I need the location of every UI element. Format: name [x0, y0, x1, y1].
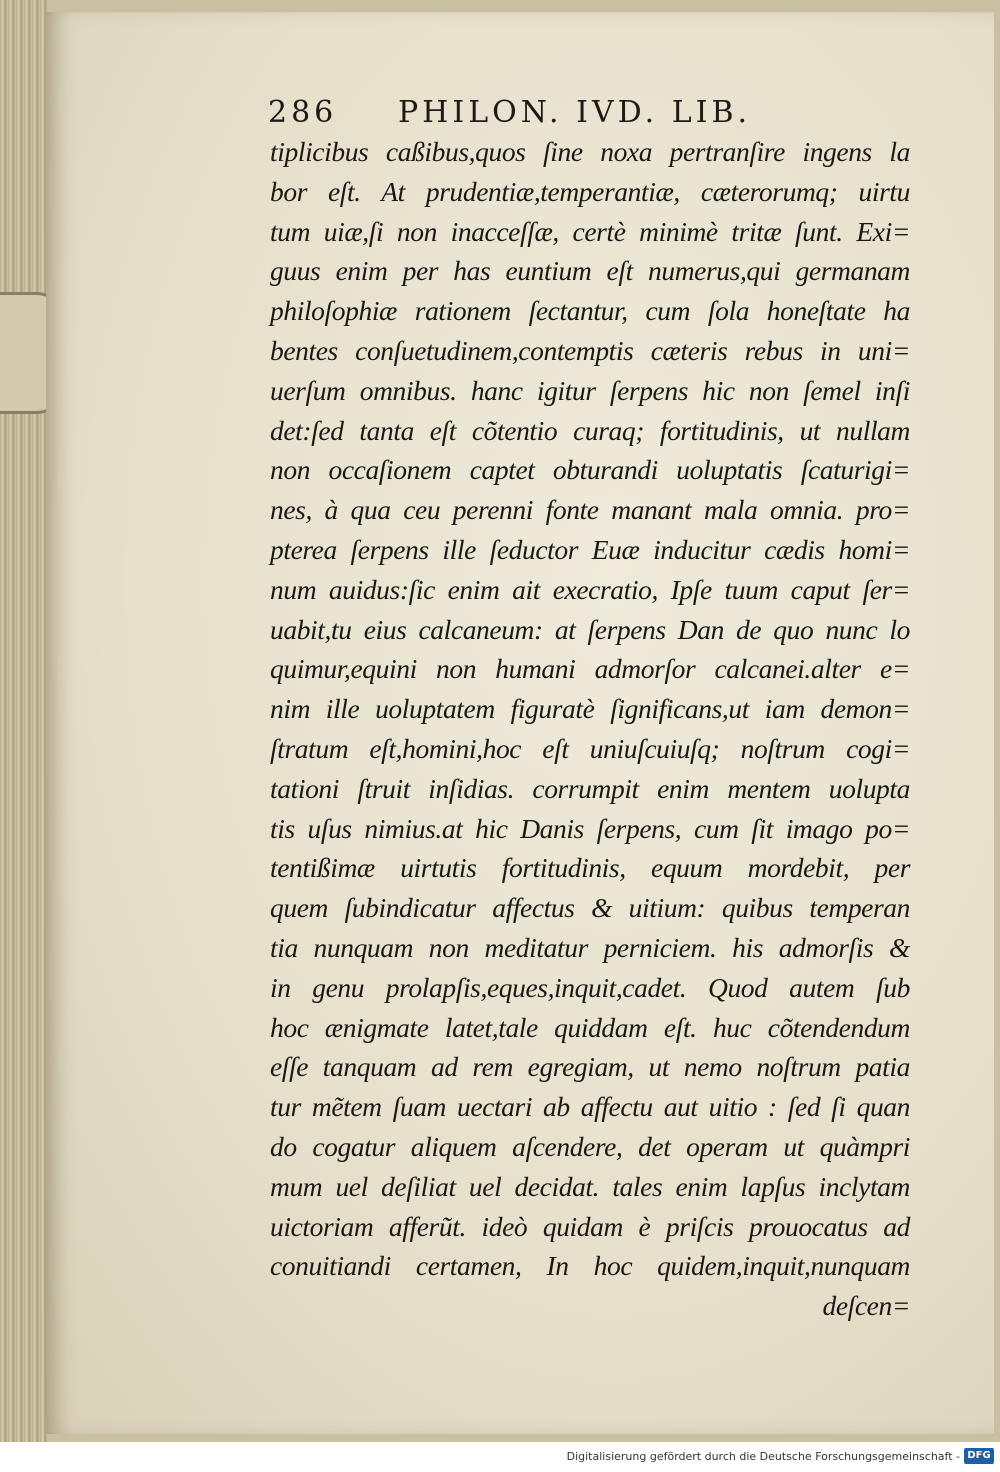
text-line: uabit,tu eius calcaneum: at ſerpens Dan de quo nunc lo: [270, 613, 910, 645]
text-line: non occaſionem captet obturandi uoluptatis ſcaturigi=: [270, 454, 910, 486]
dfg-logo: DFG: [964, 1448, 994, 1464]
text-line: bor eſt. At prudentiæ,temperantiæ, cæterorumq; uirtu: [270, 175, 910, 207]
text-line: tia nunquam non meditatur perniciem. his admorſis &: [270, 931, 910, 963]
running-head: PHILON. IVD. LIB.: [398, 95, 752, 130]
text-line: det:ſed tanta eſt cõtentio curaq; fortitudinis, ut nullam: [270, 414, 910, 446]
text-line: eſſe tanquam ad rem egregiam, ut nemo noſtrum patia: [270, 1051, 910, 1083]
footer-bar: [0, 1442, 1000, 1472]
text-line: conuitiandi certamen, In hoc quidem,inquit,nunquam: [270, 1250, 910, 1282]
text-line: guus enim per has euntium eſt numerus,qui germanam: [270, 255, 910, 287]
text-line: tis uſus nimius.at hic Danis ſerpens, cum ſit imago po=: [270, 812, 910, 844]
text-line: tum uiæ,ſi non inacceſſæ, certè minimè tritæ ſunt. Exi=: [270, 215, 910, 247]
text-line: do cogatur aliquem aſcendere, det operam ut quàmpri: [270, 1130, 910, 1162]
text-line: nim ille uoluptatem figuratè ſignificans,ut iam demon=: [270, 693, 910, 725]
body-text: [270, 132, 910, 1326]
text-line: tiplicibus caßibus,quos ſine noxa pertranſire ingens la: [270, 136, 910, 167]
text-line: bentes conſuetudinem,contemptis cæteris rebus in uni=: [270, 334, 910, 366]
text-line: quimur,equini non humani admorſor calcanei.alter e=: [270, 653, 910, 685]
text-line: mum uel deſiliat uel decidat. tales enim lapſus inclytam: [270, 1170, 910, 1202]
text-line: in genu prolapſis,eques,inquit,cadet. Quod autem ſub: [270, 971, 910, 1003]
text-line: pterea ſerpens ille ſeductor Euæ inducitur cædis homi=: [270, 533, 910, 565]
text-line: philoſophiæ rationem ſectantur, cum ſola honeſtate ha: [270, 295, 910, 327]
text-line: uictoriam afferũt. ideò quidam è priſcis prouocatus ad: [270, 1210, 910, 1242]
text-line: tentißimæ uirtutis fortitudinis, equum mordebit, per: [270, 852, 910, 884]
book-page-edges: [0, 0, 48, 1442]
text-line: hoc ænigmate latet,tale quiddam eſt. huc cõtendendum: [270, 1011, 910, 1043]
text-line: quem ſubindicatur affectus & uitium: quibus temperan: [270, 892, 910, 924]
text-line: tationi ſtruit inſidias. corrumpit enim mentem uolupta: [270, 772, 910, 804]
text-line: tur mẽtem ſuam uectari ab affectu aut uitio : ſed ſi quan: [270, 1091, 910, 1123]
catchword: deſcen=: [822, 1290, 910, 1322]
funding-credit: Digitalisierung gefördert durch die Deutsche Forschungsgemeinschaft -: [566, 1450, 960, 1463]
page-number: 286: [268, 95, 338, 130]
text-line: ſtratum eſt,homini,hoc eſt uniuſcuiuſq; noſtrum cogi=: [270, 732, 910, 764]
text-line: nes, à qua ceu perenni fonte manant mala omnia. pro=: [270, 494, 910, 526]
text-line: num auidus:ſic enim ait execratio, Ipſe tuum caput ſer=: [270, 573, 910, 605]
text-line: uerſum omnibus. hanc igitur ſerpens hic non ſemel inſi: [270, 374, 910, 406]
